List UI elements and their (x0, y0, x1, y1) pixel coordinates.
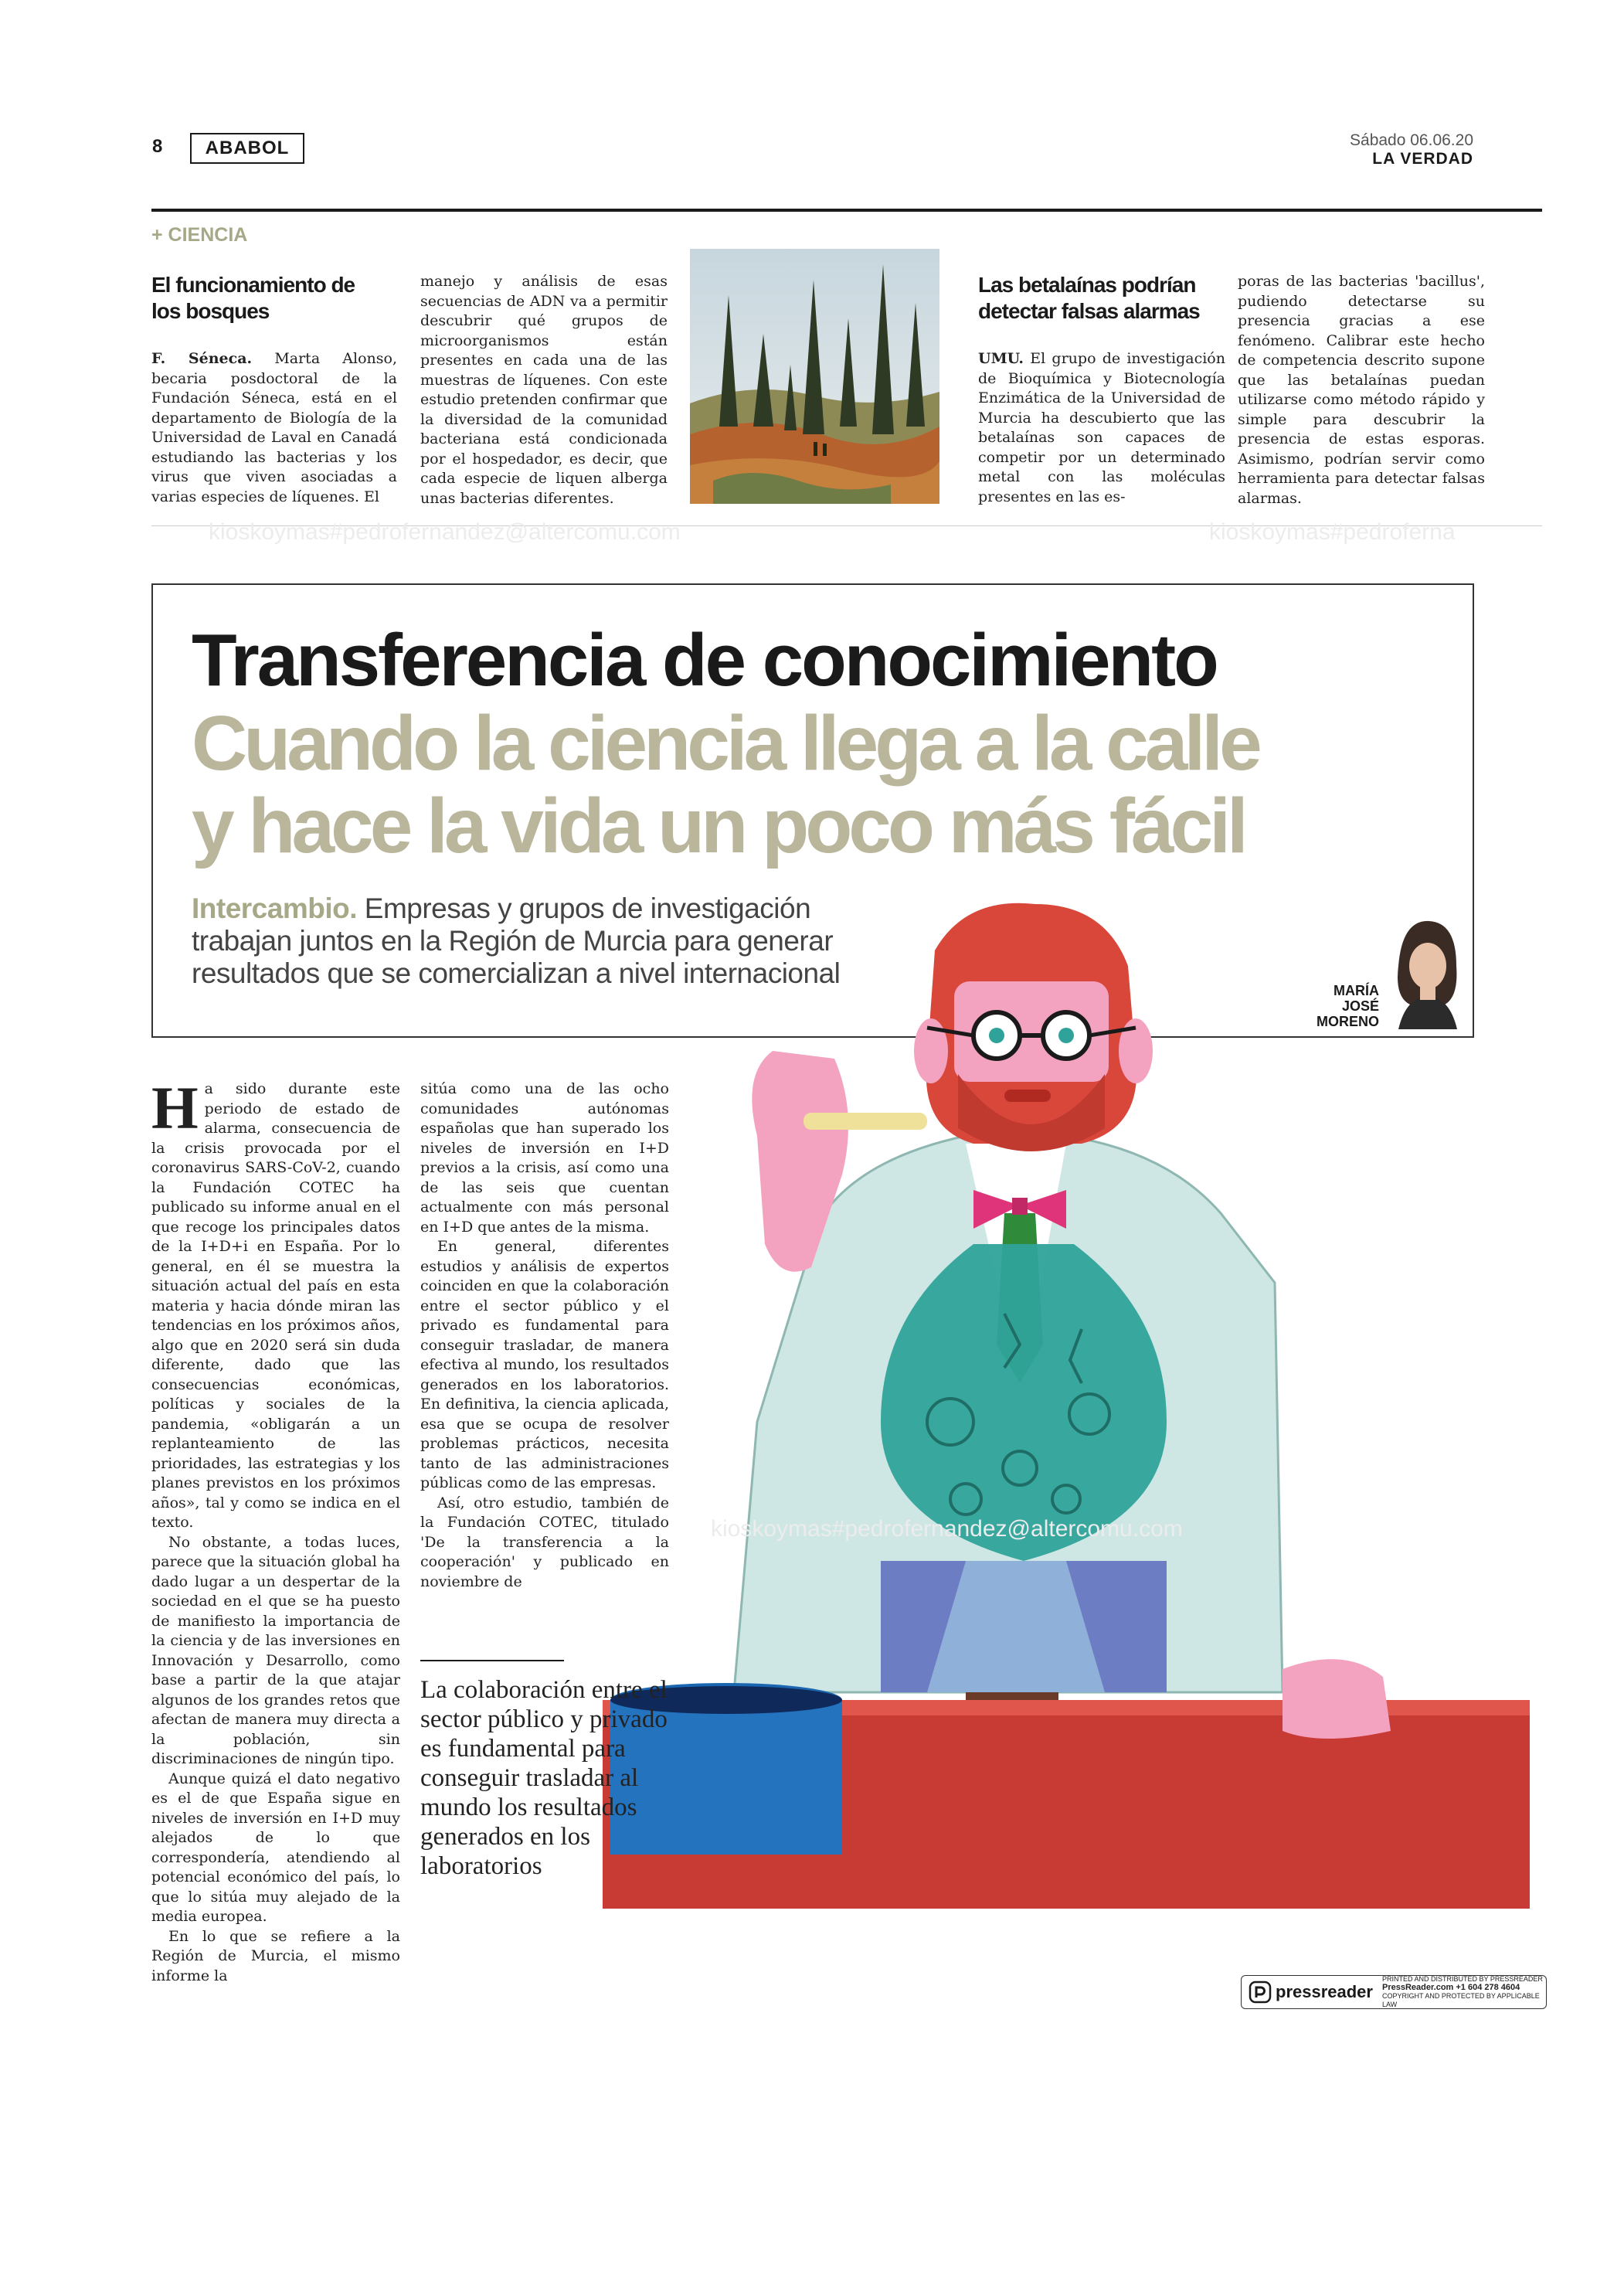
brief-body-bosques (151, 349, 397, 508)
article-paragraph: En lo que se refiere a la Región de Murcia, el mismo informe la (151, 1927, 400, 1984)
watermark: kioskoymas#pedrofernandez@altercomu.com (711, 1516, 1183, 1542)
article-paragraph: En general, diferentes estudios y análisis de expertos coinciden en que la colaboración entre el sector público y el privado es fundamental para conseguir trasladar, de manera efectiva al mundo, los resultados generados en los laboratorios. En definitiva, la ciencia aplicada, esa que se ocupa de resolver problemas prácticos, necesita tanto de las administraciones públicas como de las empresas. (420, 1238, 669, 1491)
article-paragraph: sitúa como una de las ocho comunidades autónomas españolas que han superado los niveles de inversión en I+D previos a la crisis, así como una de las seis que cuentan actualmente con más personal en I+D que antes de la misma. (420, 1080, 669, 1236)
brief-body-betalainas (978, 349, 1225, 508)
author-last-name: MORENO (1317, 1014, 1379, 1029)
scientist-illustration (603, 881, 1530, 1909)
forest-photo (690, 249, 939, 504)
headline-kicker: Transferencia de conocimiento (192, 619, 1217, 702)
pressreader-brand: pressreader (1276, 1982, 1373, 2001)
brief-text: Marta Alonso, becaria posdoctoral de la Fundación Séneca, está en el departamento de Biología de la Universidad de Laval en Canadá estudiando las bacterias y los virus que viven asociadas a varias especies de líquenes. El (151, 350, 398, 505)
article-column-1 (151, 1074, 400, 1984)
brief-body-bosques-cont: manejo y análisis de esas secuencias de ADN va a permitir descubrir qué grupos de microorganismos están presentes en cada una de las muestras de líquenes. Con este estudio pretenden confirmar que la diversidad de la comunidad bacteriana está condicionada por el hospedador, es decir, que cada especie de liquen alberga unas bacterias diferentes. (420, 273, 668, 507)
author-name (1279, 983, 1379, 1029)
pressreader-info (1382, 1975, 1546, 2009)
brief-title-betalainas: Las betalaínas podrían detectar falsas alarmas (978, 273, 1200, 323)
watermark: kioskoymas#pedrofernandez@altercomu.com (209, 519, 681, 545)
pressreader-info-line: COPYRIGHT AND PROTECTED BY APPLICABLE LAW (1381, 1992, 1540, 2008)
pull-quote-rule (420, 1660, 564, 1661)
subhead-lead: Intercambio. (192, 892, 357, 924)
watermark: kioskoymas#pedroferna (1209, 519, 1456, 545)
article-paragraph: Ha sido durante este periodo de estado de alarma, consecuencia de la crisis provocada por el coronavirus SARS-CoV-2, cuando la Fundación COTEC ha publicado su informe anual en el que recoge los principales datos de la I+D+i en España. Por lo general, en él se muestra la situación actual del país en esta materia y hacia dónde miran las tendencias en los próximos años, algo que en 2020 será sin duda diferente, dado que las consecuencias económicas, políticas y sociales de la pandemia, «obligarán a un replanteamiento de las prioridades, las estrategias y los planes previstos en los próximos años», tal y como se indica en el texto. (151, 1074, 400, 1531)
header-date: Sábado 06.06.20 (1350, 131, 1473, 149)
headline-line-1: Cuando la ciencia llega a la calle (192, 700, 1259, 787)
brief-title-bosques: El funcionamiento de los bosques (151, 273, 355, 323)
headline-line-2: y hace la vida un poco más fácil (192, 783, 1245, 869)
newspaper-name: LA VERDAD (1372, 150, 1473, 168)
brief-body-betalainas-cont: poras de las bacterias 'bacillus', pudiendo detectarse su presencia gracias a ese fenómeno. Calibrar este hecho de competencia descrito supone que las betalaínas puedan utilizarse como método rápido y simple para descubrir la presencia de estas esporas. Asimismo, podrían servir como herramienta para detectar falsas alarmas. (1238, 273, 1485, 507)
article-paragraph: Aunque quizá el dato negativo es el de que España sigue en niveles de inversión en I+D muy alejados de lo que correspondería, atendiendo al potencial económico del país, lo que lo sitúa muy alejado de la media europea. (151, 1770, 400, 1925)
drop-cap: H (151, 1074, 199, 1141)
author-middle-name: JOSÉ (1341, 998, 1379, 1014)
article-paragraph: No obstante, a todas luces, parece que la situación global ha dado lugar a un despertar de la sociedad en el que se ha puesto de manifiesto la importancia de la ciencia y de las inversiones en Innovación y Desarrollo, como base a partir de la que atajar algunos de los grandes retos que afectan de manera muy directa a la población, sin discriminaciones de ningún tipo. (151, 1533, 400, 1767)
pressreader-info-line: PressReader.com +1 604 278 4604 (1381, 1983, 1520, 1992)
pressreader-info-line: PRINTED AND DISTRIBUTED BY PRESSREADER (1381, 1975, 1543, 1983)
pressreader-logo-icon (1249, 1981, 1271, 2003)
article-paragraph: Así, otro estudio, también de la Fundación COTEC, titulado 'De la transferencia a la cooperación' y publicado en noviembre de (420, 1494, 669, 1590)
pull-quote: La colaboración entre el sector público y privado es fundamental para conseguir trasladar al mundo los resultados generados en los laboratorios (420, 1676, 668, 1880)
pressreader-badge (1241, 1975, 1547, 2009)
subhead-text: Empresas y grupos de investigación trabajan juntos en la Región de Murcia para generar resultados que se comercializan a nivel internacional (192, 892, 841, 989)
brief-byline: UMU. (978, 350, 1024, 367)
article-column-2 (420, 1080, 669, 1636)
page-number: 8 (152, 136, 163, 157)
brief-byline: F. Séneca. (151, 350, 253, 367)
brief-text: El grupo de investigación de Bioquímica y Biotecnología Enzimática de la Universidad de Murcia ha descubierto que las betalaínas son capaces de competir por un determinado metal con las moléculas presentes en las es- (978, 350, 1225, 505)
section-name-box: ABABOL (190, 133, 304, 164)
section-label: + CIENCIA (151, 224, 248, 246)
author-first-name: MARÍA (1334, 983, 1379, 998)
header-rule (151, 209, 1542, 212)
author-photo (1383, 912, 1469, 1029)
subheadline (192, 892, 887, 990)
